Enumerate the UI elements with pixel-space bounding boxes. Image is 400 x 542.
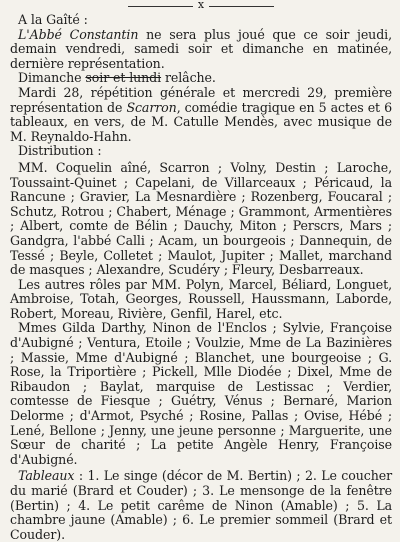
separator-mark: x: [193, 0, 209, 11]
tableaux-text: : 1. Le singe (décor de M. Bertin) ; 2. Le coucher du marié (Brard et Couder) ; 3. Le mensonge de la fenêtre (Bertin) ; 4. Le petit carême de Ninon (Amable) ; 5. La chambre jaune (Amable) ; 6. Le premier sommeil (Brard et Couder).: [10, 468, 392, 542]
section-title: A la Gaîté :: [18, 12, 88, 27]
cast-main: MM. Coquelin aîné, Scarron ; Volny, Destin ; Laroche, Toussaint-Quinet ; Capelani, de Villarceaux ; Péricaud, la Rancune ; Gravier, La Mesnardière ; Rozenberg, Foucaral ; Schutz, Rotrou ; Chabert, Ménage ; Grammont, Armentières ; Albert, comte de Bélin ; Dauchy, Miton ; Perscrs, Mars ; Gandgra, l'abbé Calli ; Acam, un bourgeois ; Dannequin, de Tessé ; Beyle, Colletet ; Maulot, Jupiter ; Mallet, marchand de masques ; Alexandre, Scudéry ; Fleury, Desbarreaux.: [10, 159, 392, 278]
scarron-text-end: , comédie tragique en 5 actes et 6 tableaux, en vers, de M. Catulle Mendès, avec musique de M. Reynaldo-Hahn.: [10, 99, 392, 144]
paragraph-abbe-constantin: [10, 28, 392, 72]
cast-women: Mmes Gilda Darthy, Ninon de l'Enclos ; Sylvie, Françoise d'Aubigné ; Ventura, Etoile ; Voulzie, Mme de La Bazinières ; Massie, Mme d'Aubigné ; Blanchet, une bourgeoise ; G. Rose, la Triportière ; Pickell, Mlle Diodée ; Dixel, Mme de Ribaudon ; Baylat, marquise de Lestissac ; Verdier, comtesse de Fiesque ; Guétry, Vénus ; Bernaré, Marion Delorme ; d'Armot, Psyché ; Rosine, Pallas ; Ovise, Hébé ; Lené, Bellone ; Jenny, une jeune personne ; Marguerite, une Sœur de charité ; La petite Angèle Henry, Françoise d'Aubigné.: [10, 320, 392, 467]
relache-text-start: Dimanche: [18, 70, 86, 86]
show-title-abbe-constantin: L'Abbé Constantin: [18, 26, 139, 42]
distribution-label: Distribution :: [18, 143, 102, 159]
paragraph-relache: [10, 71, 392, 86]
relache-text-end: relâche.: [161, 70, 216, 86]
struck-text: soir et lundi: [85, 70, 162, 86]
article-column: [10, 13, 392, 542]
paragraph-abbe-constantin-text: ne sera plus joué que ce soir jeudi, demain vendredi, samedi soir et dimanche en matinée, dernière représentation.: [10, 26, 392, 71]
tableaux-list: [10, 469, 392, 542]
cast-others: Les autres rôles par MM. Polyn, Marcel, Béliard, Longuet, Ambroise, Totah, Georges, Roussell, Haussmann, Laborde, Robert, Moreau, Rivière, Genfil, Harel, etc.: [10, 276, 392, 321]
tableaux-label: Tableaux: [18, 468, 75, 484]
scarron-text-start: Mardi 28, répétition générale et mercredi 29, première représentation de: [10, 84, 392, 115]
show-title-scarron: Scarron: [126, 99, 177, 115]
paragraph-scarron: [10, 86, 392, 144]
